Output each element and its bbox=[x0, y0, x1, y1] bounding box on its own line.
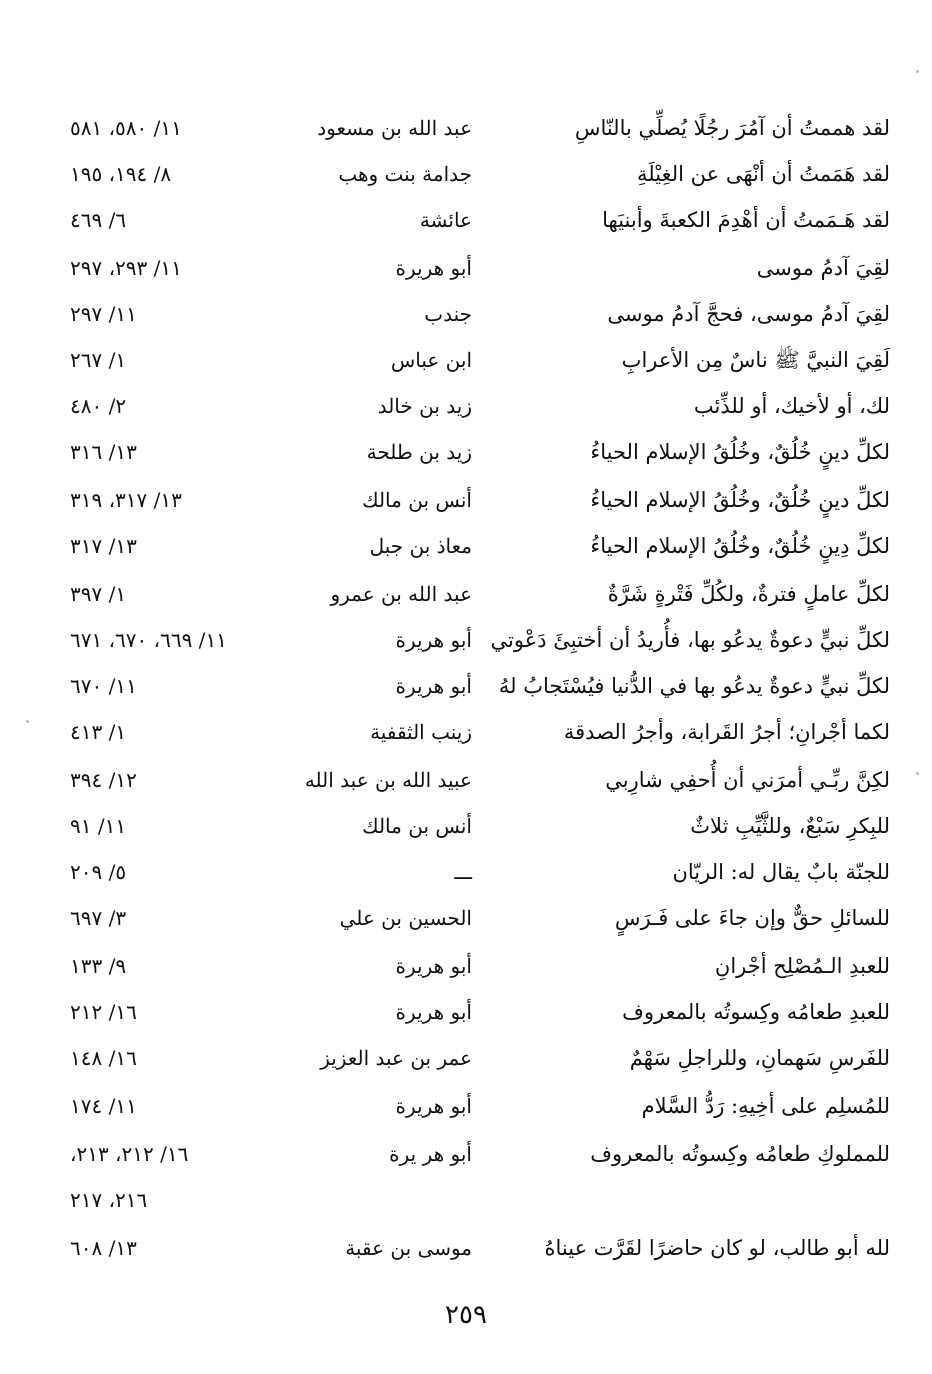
table-row bbox=[70, 574, 890, 614]
table-row bbox=[70, 806, 890, 846]
hadith-text: لقد هَمَمتُ أن أنْهَى عن الغِيْلَةِ bbox=[637, 162, 890, 186]
reference: ١٦/ ١٤٨ bbox=[70, 1046, 137, 1070]
hadith-text: للعبدِ طعامُه وكِسوتُه بالمعروف bbox=[622, 1000, 890, 1024]
narrator: أبو هريرة bbox=[395, 1000, 472, 1024]
narrator: زينب الثقفية bbox=[370, 720, 472, 744]
hadith-text: لك، أو لأخيك، أو للذِّئب bbox=[693, 394, 890, 418]
reference: ١١/ ١٧٤ bbox=[70, 1094, 137, 1118]
narrator: عبد الله بن عمرو bbox=[330, 582, 472, 606]
narrator: أنس بن مالك bbox=[362, 488, 472, 512]
reference: ١١/ ٢٩٧ bbox=[70, 302, 137, 326]
narrator: ـــ bbox=[454, 860, 472, 884]
table-row bbox=[70, 712, 890, 752]
table-row bbox=[70, 386, 890, 426]
narrator: زيد بن طلحة bbox=[366, 440, 472, 464]
hadith-text: لقد هَـمَمتُ أن أهْدِمَ الكعبةَ وأبنيَها bbox=[602, 208, 890, 232]
narrator: موسى بن عقبة bbox=[345, 1236, 472, 1260]
table-row bbox=[70, 480, 890, 520]
table-row bbox=[70, 946, 890, 986]
table-row bbox=[70, 1086, 890, 1126]
reference: ١١/ ٥٨٠، ٥٨١ bbox=[70, 116, 182, 140]
table-row bbox=[70, 154, 890, 194]
reference: ١١/ ٩١ bbox=[70, 814, 127, 838]
reference: ١٣/ ٦٠٨ bbox=[70, 1236, 137, 1260]
hadith-text: للعبدِ الـمُصْلِح أجْرانِ bbox=[714, 954, 890, 978]
hadith-text: لكلِّ دِينٍ خُلُقٌ، وخُلُقُ الإسلام الحياءُ bbox=[590, 534, 890, 558]
reference: ١٦/ ٢١٢، ٢١٣، bbox=[70, 1142, 189, 1166]
hadith-text: لكِنَّ ربِّـي أمرَني أن أُحفِي شارِبي bbox=[605, 768, 890, 792]
hadith-text: لله أبو طالب، لو كان حاضرًا لقَرَّت عيناهُ bbox=[544, 1236, 890, 1260]
reference: ١٢/ ٣٩٤ bbox=[70, 768, 137, 792]
table-row bbox=[70, 248, 890, 288]
table-row bbox=[70, 1038, 890, 1078]
hadith-text: لَقِيَ النبيَّ ﷺ ناسٌ مِن الأعرابِ bbox=[621, 348, 890, 372]
narrator: أبو هر يرة bbox=[389, 1142, 472, 1166]
table-row bbox=[70, 666, 890, 706]
reference: ١٣/ ٣١٧ bbox=[70, 534, 137, 558]
narrator: الحسين بن علي bbox=[339, 906, 472, 930]
table-row bbox=[70, 1134, 890, 1174]
hadith-text: لكلِّ عاملٍ فترةٌ، ولكُلِّ فَتْرةٍ شَرَّةٌ bbox=[607, 582, 890, 606]
hadith-text: لكلِّ نبيٍّ دعوةٌ يدعُو بها، فأُريدُ أن أختبِئَ دَعْوتي bbox=[490, 628, 890, 652]
hadith-text: لقد هممتُ أن آمُرَ رجُلًا يُصلِّي بالنّاسِ bbox=[574, 116, 890, 140]
reference: ١١/ ٦٦٩، ٦٧٠، ٦٧١ bbox=[70, 628, 227, 652]
table-row bbox=[70, 1228, 890, 1268]
narrator: جدامة بنت وهب bbox=[338, 162, 472, 186]
reference: ٥/ ٢٠٩ bbox=[70, 860, 127, 884]
table-row bbox=[70, 432, 890, 472]
narrator: أبو هريرة bbox=[395, 674, 472, 698]
table-row bbox=[70, 108, 890, 148]
table-row bbox=[70, 526, 890, 566]
table-row bbox=[70, 340, 890, 380]
hadith-text: للمُسلِم على أخِيهِ: رَدُّ السَّلام bbox=[641, 1094, 890, 1118]
narrator: أنس بن مالك bbox=[362, 814, 472, 838]
hadith-text: لقِيَ آدمُ موسى، فحجَّ آدمُ موسى bbox=[607, 302, 890, 326]
table-row bbox=[70, 852, 890, 892]
reference: ١/ ٣٩٧ bbox=[70, 582, 127, 606]
reference: ١٣/ ٣١٦ bbox=[70, 440, 137, 464]
reference: ١/ ٢٦٧ bbox=[70, 348, 127, 372]
reference: ١/ ٤١٣ bbox=[70, 720, 127, 744]
reference: ٣/ ٦٩٧ bbox=[70, 906, 127, 930]
narrator: زيد بن خالد bbox=[377, 394, 472, 418]
reference-continuation: ٢١٦، ٢١٧ bbox=[70, 1188, 148, 1212]
narrator: معاذ بن جبل bbox=[369, 534, 472, 558]
hadith-text: لقِيَ آدمُ موسى bbox=[756, 256, 890, 280]
narrator: عبد الله بن مسعود bbox=[317, 116, 472, 140]
table-row bbox=[70, 760, 890, 800]
narrator: أبو هريرة bbox=[395, 628, 472, 652]
hadith-text: للجنّة بابٌ يقال له: الريّان bbox=[672, 860, 890, 884]
narrator: أبو هريرة bbox=[395, 954, 472, 978]
scan-speck bbox=[916, 772, 919, 775]
table-row bbox=[70, 200, 890, 240]
reference: ١٦/ ٢١٢ bbox=[70, 1000, 137, 1024]
narrator: ابن عباس bbox=[390, 348, 472, 372]
reference: ٨/ ١٩٤، ١٩٥ bbox=[70, 162, 172, 186]
hadith-text: للسائلِ حقٌّ وإن جاءَ على فَـرَسٍ bbox=[614, 906, 890, 930]
hadith-text: لكلِّ دينٍ خُلُقٌ، وخُلُقُ الإسلام الحياءُ bbox=[590, 488, 890, 512]
hadith-text: لكلِّ دينٍ خُلُقٌ، وخُلُقُ الإسلام الحياءُ bbox=[590, 440, 890, 464]
narrator: عبيد الله بن عبد الله bbox=[304, 768, 472, 792]
narrator: جندب bbox=[424, 302, 472, 326]
table-row bbox=[70, 898, 890, 938]
hadith-text: لكلِّ نبيٍّ دعوةٌ يدعُو بها في الدُّنيا فيُسْتَجابُ لهُ bbox=[498, 674, 890, 698]
reference: ٩/ ١٣٣ bbox=[70, 954, 127, 978]
table-row bbox=[70, 294, 890, 334]
page-number: ٢٥٩ bbox=[445, 1300, 487, 1330]
reference: ١١/ ٦٧٠ bbox=[70, 674, 137, 698]
narrator: أبو هريرة bbox=[395, 256, 472, 280]
hadith-text: للمملوكِ طعامُه وكِسوتُه بالمعروف bbox=[590, 1142, 890, 1166]
reference: ١١/ ٢٩٣، ٢٩٧ bbox=[70, 256, 182, 280]
narrator: عائشة bbox=[419, 208, 472, 232]
reference: ٦/ ٤٦٩ bbox=[70, 208, 127, 232]
scan-speck bbox=[26, 720, 29, 723]
table-row-continuation bbox=[70, 1180, 890, 1220]
reference: ١٣/ ٣١٧، ٣١٩ bbox=[70, 488, 182, 512]
table-row bbox=[70, 992, 890, 1032]
narrator: أبو هريرة bbox=[395, 1094, 472, 1118]
hadith-text: للفَرسِ سَهمانِ، وللراجلِ سَهْمٌ bbox=[629, 1046, 890, 1070]
hadith-text: للبِكرِ سَبْعٌ، وللثَّيِّبِ ثلاثٌ bbox=[690, 814, 890, 838]
narrator: عمر بن عبد العزيز bbox=[320, 1046, 472, 1070]
hadith-text: لكما أجْرانِ؛ أجرُ القَرابة، وأجرُ الصدقة bbox=[563, 720, 890, 744]
table-row bbox=[70, 620, 890, 660]
scan-speck bbox=[916, 70, 919, 73]
reference: ٢/ ٤٨٠ bbox=[70, 394, 127, 418]
